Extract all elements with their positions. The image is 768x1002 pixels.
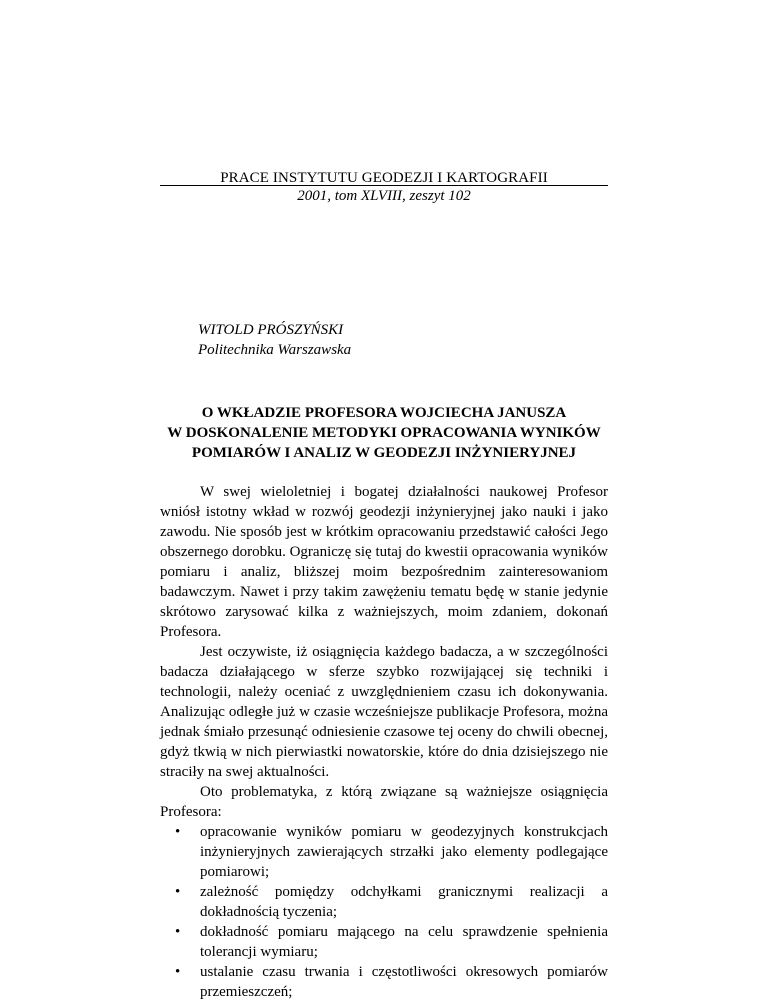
bullet-icon: • [175, 964, 181, 980]
list-item [160, 882, 608, 922]
list-item-text: zależność pomiędzy odchyłkami granicznymi realizacji a dokładnością tyczenia; [200, 884, 608, 920]
list-item [160, 962, 608, 1002]
body-paragraph: Jest oczywiste, iż osiągnięcia każdego badacza, a w szczególności badacza działającego w sferze szybko rozwijającej się techniki i technologii, należy oceniać z uwzględnieniem czasu ich dokonywania. Analizując odległe już w czasie wcześniejsze publikacje Profesora, można jednak śmiało przesunąć odniesienie czasowe tej oceny do chwili obecnej, gdyż tkwią w nich pierwiastki nowatorskie, które do dnia dzisiejszego nie straciły na swej aktualności. [160, 644, 608, 780]
bullet-icon: • [175, 884, 181, 900]
list-item-text: dokładność pomiaru mającego na celu sprawdzenie spełnienia tolerancji wymiaru; [200, 924, 608, 960]
journal-issue: 2001, tom XLVIII, zeszyt 102 [297, 188, 471, 204]
list-item [160, 922, 608, 962]
author-affiliation: Politechnika Warszawska [198, 342, 352, 358]
list-item [160, 822, 608, 882]
list-item-text: ustalanie czasu trwania i częstotliwości okresowych pomiarów przemieszczeń; [200, 964, 608, 1000]
bullet-icon: • [175, 824, 181, 840]
article-title-line: O WKŁADZIE PROFESORA WOJCIECHA JANUSZA [201, 405, 567, 421]
header-rule [160, 185, 608, 186]
journal-title: PRACE INSTYTUTU GEODEZJI I KARTOGRAFII [220, 170, 548, 186]
author-name: WITOLD PRÓSZYŃSKI [198, 322, 344, 338]
article-body [160, 482, 608, 1002]
achievements-list [160, 822, 608, 1002]
article-title-line: W DOSKONALENIE METODYKI OPRACOWANIA WYNIKÓW [167, 425, 601, 441]
body-paragraph: Oto problematyka, z którą związane są ważniejsze osiągnięcia Profesora: [160, 784, 608, 820]
article-title [160, 403, 608, 463]
bullet-icon: • [175, 924, 181, 940]
list-item-text: opracowanie wyników pomiaru w geodezyjnych konstrukcjach inżynieryjnych zawierających strzałki jako elementy podlegające pomiarowi; [200, 824, 608, 880]
article-title-line: POMIARÓW I ANALIZ W GEODEZJI INŻYNIERYJNEJ [191, 445, 577, 461]
body-paragraph: W swej wieloletniej i bogatej działalności naukowej Profesor wniósł istotny wkład w rozwój geodezji inżynieryjnej jako nauki i jako zawodu. Nie sposób jest w krótkim opracowaniu przedstawić całości Jego obszernego dorobku. Ograniczę się tutaj do kwestii opracowania wyników pomiaru i analiz, bliższej moim bezpośrednim zainteresowaniom badawczym. Nawet i przy takim zawężeniu tematu będę w stanie jedynie skrótowo zarysować kilka z ważniejszych, moim zdaniem, dokonań Profesora. [160, 484, 608, 640]
author-block [198, 320, 351, 360]
